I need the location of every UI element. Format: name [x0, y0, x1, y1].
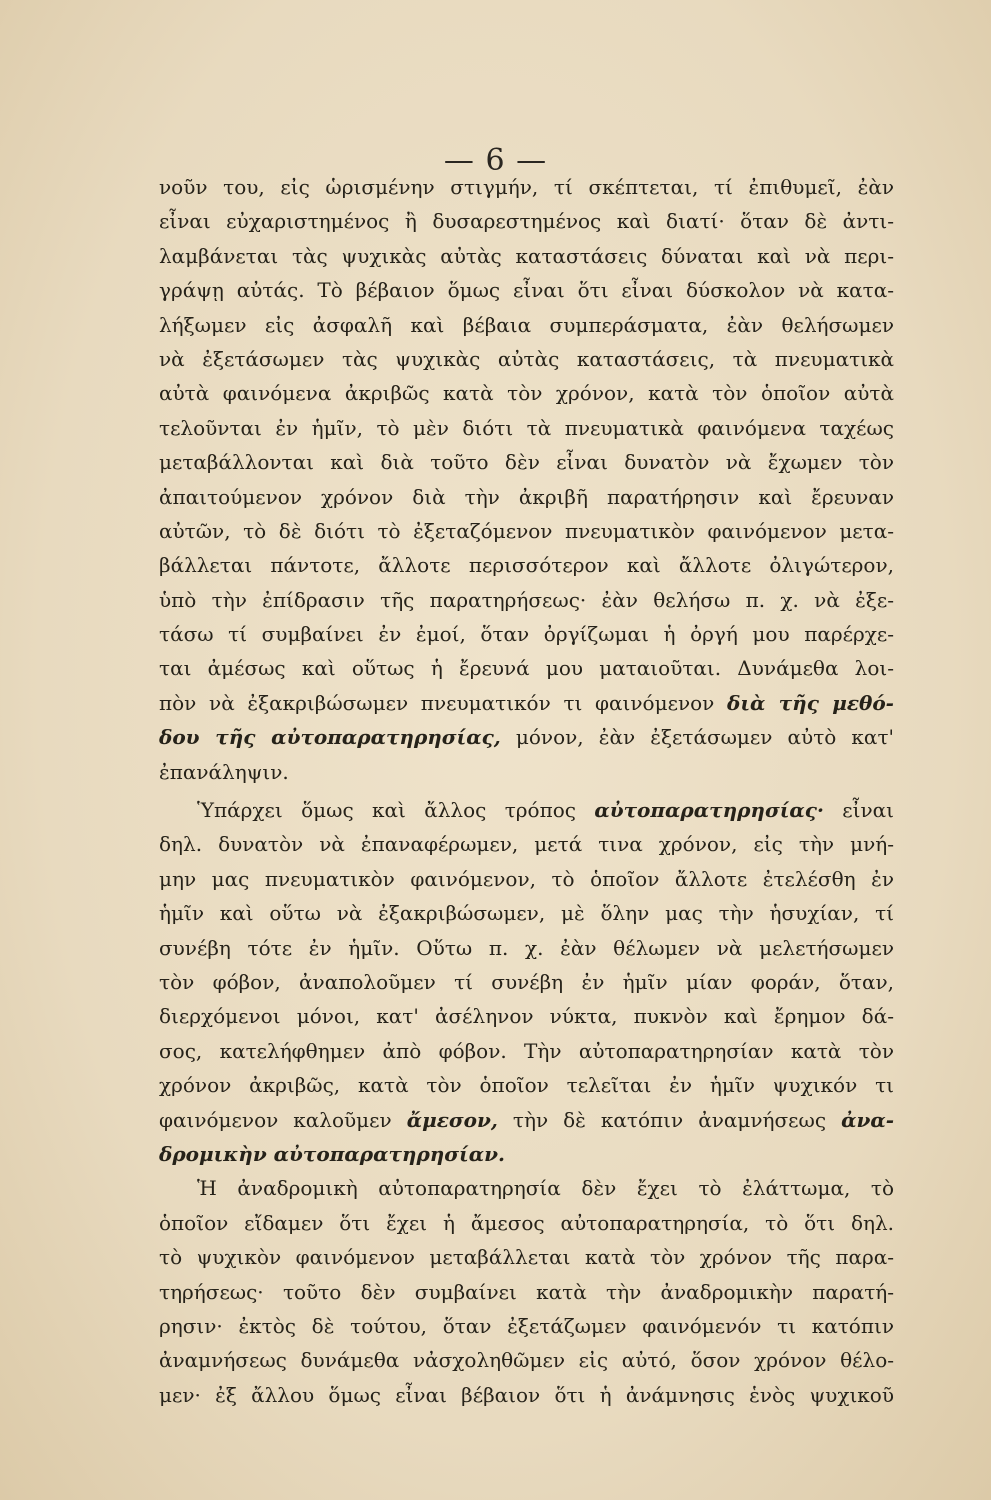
text-line: τὸ ψυχικὸν φαινόμενον μεταβάλλεται κατὰ τὸν χρόνον τῆς παρα-	[159, 1245, 894, 1270]
line-text: μόνον, ἐὰν ἐξετάσωμεν αὐτὸ κατ'	[515, 725, 894, 750]
text-line: μην μας πνευματικὸν φαινόμενον, τὸ ὁποῖον ἄλλοτε ἐτελέσθη ἐν	[159, 866, 894, 891]
text-line: λαμβάνεται τὰς ψυχικὰς αὐτὰς καταστάσεις δύναται καὶ νὰ περι-	[159, 243, 894, 268]
text-line: διερχόμενοι μόνοι, κατ' ἀσέληνον νύκτα, πυκνὸν καὶ ἔρημον δά-	[159, 1004, 894, 1029]
text-line: συνέβη τότε ἐν ἡμῖν. Οὕτω π. χ. ἐὰν θέλωμεν νὰ μελετήσωμεν	[159, 935, 894, 960]
text-line: αὐτὰ φαινόμενα ἀκριβῶς κατὰ τὸν χρόνον, κατὰ τὸν ὁποῖον αὐτὰ	[159, 381, 894, 406]
text-line: τελοῦνται ἐν ἡμῖν, τὸ μὲν διότι τὰ πνευματικὰ φαινόμενα ταχέως	[159, 415, 894, 440]
text-line	[159, 1137, 894, 1171]
text-line: ρησιν· ἐκτὸς δὲ τούτου, ὅταν ἐξετάζωμεν φαινόμενόν τι κατόπιν	[159, 1313, 894, 1338]
paragraph-3	[159, 1171, 894, 1412]
line-text: τὴν δὲ κατόπιν ἀναμνήσεως	[512, 1107, 827, 1132]
line-text: φαινόμενον καλοῦμεν	[159, 1107, 392, 1132]
text-line: ἡμῖν καὶ οὕτω νὰ ἐξακριβώσωμεν, μὲ ὅλην μας τὴν ἡσυχίαν, τί	[159, 901, 894, 926]
line-text: εἶναι	[842, 798, 894, 823]
text-line: Ἡ ἀναδρομικὴ αὐτοπαρατηρησία δὲν ἔχει τὸ ἐλάττωμα, τὸ	[197, 1176, 894, 1201]
emphasis-text: αὐτοπαρατηρησίας·	[594, 798, 824, 823]
emphasis-text: δρομικὴν αὐτοπαρατηρησίαν.	[159, 1141, 505, 1166]
text-line: ἐπανάληψιν.	[159, 759, 289, 784]
text-line	[159, 720, 894, 754]
text-line: μεταβάλλονται καὶ διὰ τοῦτο δὲν εἶναι δυνατὸν νὰ ἔχωμεν τὸν	[159, 450, 894, 475]
text-line: γράψῃ αὐτάς. Τὸ βέβαιον ὅμως εἶναι ὅτι εἶναι δύσκολον νὰ κατα-	[159, 278, 894, 303]
text-line: εἶναι εὐχαριστημένος ἢ δυσαρεστημένος καὶ διατί· ὅταν δὲ ἀντι-	[159, 209, 894, 234]
text-line: λήξωμεν εἰς ἀσφαλῆ καὶ βέβαια συμπεράσματα, ἐὰν θελήσωμεν	[159, 312, 894, 337]
emphasis-text: δου τῆς αὐτοπαρατηρησίας,	[159, 725, 501, 750]
text-line: σος, κατελήφθημεν ἀπὸ φόβον. Τὴν αὐτοπαρατηρησίαν κατὰ τὸν	[159, 1038, 894, 1063]
text-line	[159, 686, 894, 720]
line-text: Ὑπάρχει ὅμως καὶ ἄλλος τρόπος	[197, 798, 576, 823]
body-text	[159, 170, 894, 1412]
line-text: πὸν νὰ ἐξακριβώσωμεν πνευματικόν τι φαινόμενον	[159, 690, 715, 715]
text-line: νὰ ἐξετάσωμεν τὰς ψυχικὰς αὐτὰς καταστάσεις, τὰ πνευματικὰ	[159, 346, 894, 371]
text-line: ὁποῖον εἴδαμεν ὅτι ἔχει ἡ ἄμεσος αὐτοπαρατηρησία, τὸ ὅτι δηλ.	[159, 1210, 894, 1235]
emphasis-text: ἄμεσον,	[406, 1107, 498, 1132]
text-line: τάσω τί συμβαίνει ἐν ἐμοί, ὅταν ὀργίζωμαι ἡ ὀργή μου παρέρχε-	[159, 622, 894, 647]
text-line: βάλλεται πάντοτε, ἄλλοτε περισσότερον καὶ ἄλλοτε ὀλιγώτερον,	[159, 553, 894, 578]
text-line: νοῦν του, εἰς ὡρισμένην στιγμήν, τί σκέπτεται, τί ἐπιθυμεῖ, ἐὰν	[159, 175, 894, 199]
text-line: τηρήσεως· τοῦτο δὲν συμβαίνει κατὰ τὴν ἀναδρομικὴν παρατή-	[159, 1279, 894, 1304]
emphasis-text: διὰ τῆς μεθό-	[727, 690, 894, 715]
text-line: τὸν φόβον, ἀναπολοῦμεν τί συνέβη ἐν ἡμῖν μίαν φοράν, ὅταν,	[159, 969, 894, 994]
text-line: μεν· ἐξ ἄλλου ὅμως εἶναι βέβαιον ὅτι ἡ ἀνάμνησις ἑνὸς ψυχικοῦ	[159, 1382, 894, 1407]
paragraph-2	[159, 793, 894, 1171]
text-line: ὑπὸ τὴν ἐπίδρασιν τῆς παρατηρήσεως· ἐὰν θελήσω π. χ. νὰ ἐξε-	[159, 587, 894, 612]
text-line: ἀναμνήσεως δυνάμεθα νἀσχοληθῶμεν εἰς αὐτό, ὅσον χρόνον θέλο-	[159, 1348, 894, 1373]
text-line: δηλ. δυνατὸν νὰ ἐπαναφέρωμεν, μετά τινα χρόνον, εἰς τὴν μνή-	[159, 832, 894, 857]
text-line	[159, 1103, 894, 1137]
text-line: ται ἀμέσως καὶ οὕτως ἡ ἔρευνά μου ματαιοῦται. Δυνάμεθα λοι-	[159, 656, 894, 681]
text-line: αὐτῶν, τὸ δὲ διότι τὸ ἐξεταζόμενον πνευματικὸν φαινόμενον μετα-	[159, 518, 894, 543]
page-number: — 6 —	[443, 143, 548, 178]
emphasis-text: ἀνα-	[841, 1107, 894, 1132]
paragraph-1	[159, 170, 894, 789]
text-line: ἀπαιτούμενον χρόνον διὰ τὴν ἀκριβῆ παρατήρησιν καὶ ἔρευναν	[159, 484, 894, 509]
text-line: χρόνον ἀκριβῶς, κατὰ τὸν ὁποῖον τελεῖται ἐν ἡμῖν ψυχικόν τι	[159, 1073, 894, 1098]
text-line	[159, 793, 894, 827]
